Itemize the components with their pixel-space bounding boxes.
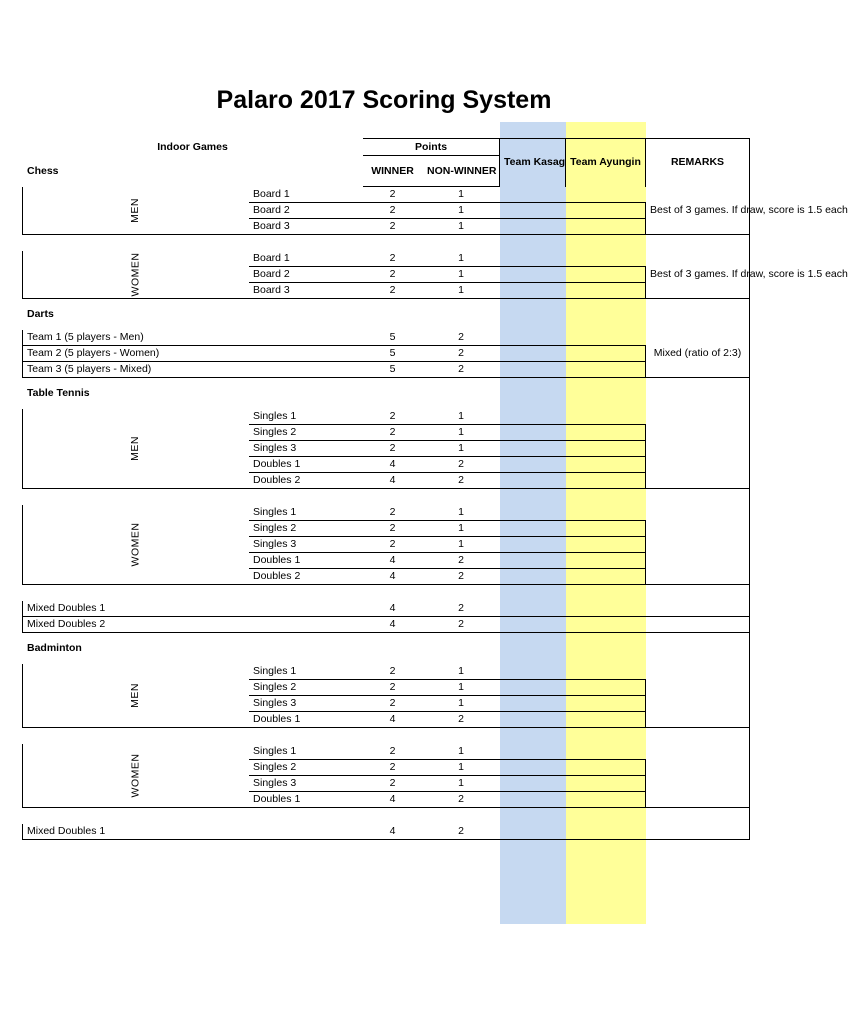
winner-points: 2: [363, 760, 423, 776]
event-name: Board 3: [249, 219, 363, 235]
remarks-cell: [646, 409, 750, 489]
winner-points: 4: [363, 712, 423, 728]
team-ayungin-score-cell[interactable]: [566, 346, 646, 362]
winner-points: 2: [363, 521, 423, 537]
team-ayungin-score-cell[interactable]: [566, 569, 646, 585]
non-winner-points: 1: [423, 760, 500, 776]
team-kasag-score-cell[interactable]: [500, 553, 566, 569]
event-name: Mixed Doubles 1: [23, 824, 363, 840]
points-header: Points: [363, 139, 500, 156]
event-name: Doubles 1: [249, 792, 363, 808]
non-winner-points: 2: [423, 601, 500, 617]
team-ayungin-score-cell[interactable]: [566, 601, 646, 617]
winner-points: 4: [363, 457, 423, 473]
non-winner-points: 1: [423, 696, 500, 712]
indoor-games-label: Indoor Games: [157, 140, 228, 153]
team-ayungin-score-cell[interactable]: [566, 712, 646, 728]
event-name: Singles 2: [249, 425, 363, 441]
winner-points: 2: [363, 203, 423, 219]
remarks-cell: [646, 617, 750, 633]
team-ayungin-score-cell[interactable]: [566, 283, 646, 299]
chess-women-label: WOMEN: [23, 251, 249, 299]
winner-points: 4: [363, 617, 423, 633]
team-ayungin-score-cell[interactable]: [566, 505, 646, 521]
spacer-row: [23, 585, 750, 601]
table-row: [23, 824, 750, 840]
team-kasag-score-cell[interactable]: [500, 187, 566, 203]
event-name: Board 3: [249, 283, 363, 299]
non-winner-header: NON-WINNER: [423, 156, 500, 187]
remarks-cell: [646, 601, 750, 617]
team-ayungin-score-cell[interactable]: [566, 664, 646, 680]
table-row: [23, 330, 750, 346]
winner-points: 2: [363, 283, 423, 299]
team-ayungin-score-cell[interactable]: [566, 744, 646, 760]
team-kasag-score-cell[interactable]: [500, 425, 566, 441]
winner-points: 2: [363, 425, 423, 441]
category-row: [23, 633, 750, 664]
table-row: [23, 744, 750, 760]
event-name: Singles 3: [249, 696, 363, 712]
team-ayungin-score-cell[interactable]: [566, 696, 646, 712]
event-name: Team 3 (5 players - Mixed): [23, 362, 363, 378]
team-ayungin-score-cell[interactable]: [566, 776, 646, 792]
team-kasag-score-cell[interactable]: [500, 219, 566, 235]
team-ayungin-score-cell[interactable]: [566, 824, 646, 840]
event-name: Mixed Doubles 1: [23, 601, 363, 617]
winner-points: 2: [363, 680, 423, 696]
winner-points: 5: [363, 346, 423, 362]
non-winner-points: 2: [423, 473, 500, 489]
winner-points: 4: [363, 473, 423, 489]
team-kasag-score-cell[interactable]: [500, 521, 566, 537]
table-row: [23, 187, 750, 203]
team-kasag-score-cell[interactable]: [500, 267, 566, 283]
non-winner-points: 1: [423, 251, 500, 267]
badminton-women-label: WOMEN: [23, 744, 249, 808]
event-name: Doubles 1: [249, 712, 363, 728]
non-winner-points: 1: [423, 219, 500, 235]
team-ayungin-score-cell[interactable]: [566, 203, 646, 219]
non-winner-points: 1: [423, 776, 500, 792]
non-winner-points: 2: [423, 553, 500, 569]
non-winner-points: 1: [423, 441, 500, 457]
event-name: Team 1 (5 players - Men): [23, 330, 363, 346]
team-ayungin-score-cell[interactable]: [566, 473, 646, 489]
winner-points: 2: [363, 409, 423, 425]
page-title: Palaro 2017 Scoring System: [216, 86, 552, 114]
winner-points: 2: [363, 251, 423, 267]
team-ayungin-score-cell[interactable]: [566, 521, 646, 537]
winner-points: 4: [363, 569, 423, 585]
team-kasag-score-cell[interactable]: [500, 457, 566, 473]
table-row: [23, 251, 750, 267]
team-ayungin-header: Team Ayungin: [566, 139, 646, 187]
event-name: Singles 1: [249, 409, 363, 425]
team-ayungin-score-cell[interactable]: [566, 409, 646, 425]
team-ayungin-score-cell[interactable]: [566, 617, 646, 633]
table-tennis-men-label: MEN: [23, 409, 249, 489]
team-kasag-score-cell[interactable]: [500, 792, 566, 808]
category-row: [23, 378, 750, 409]
team-kasag-score-cell[interactable]: [500, 441, 566, 457]
badminton-men-label: MEN: [23, 664, 249, 728]
non-winner-points: 2: [423, 792, 500, 808]
non-winner-points: 1: [423, 425, 500, 441]
team-kasag-score-cell[interactable]: [500, 696, 566, 712]
winner-header: WINNER: [363, 156, 423, 187]
event-name: Team 2 (5 players - Women): [23, 346, 363, 362]
team-kasag-score-cell[interactable]: [500, 473, 566, 489]
team-ayungin-score-cell[interactable]: [566, 760, 646, 776]
winner-points: 2: [363, 664, 423, 680]
event-name: Board 1: [249, 187, 363, 203]
team-kasag-score-cell[interactable]: [500, 601, 566, 617]
non-winner-points: 2: [423, 330, 500, 346]
chess-category-label: Chess: [27, 164, 59, 177]
winner-points: 2: [363, 505, 423, 521]
team-kasag-score-cell[interactable]: [500, 409, 566, 425]
team-kasag-score-cell[interactable]: [500, 569, 566, 585]
event-name: Singles 3: [249, 537, 363, 553]
team-kasag-score-cell[interactable]: [500, 664, 566, 680]
winner-points: 2: [363, 441, 423, 457]
winner-points: 2: [363, 219, 423, 235]
table-row: [23, 346, 750, 362]
chess-men-remark: Best of 3 games. If draw, score is 1.5 each: [646, 187, 750, 235]
winner-points: 4: [363, 601, 423, 617]
event-name: Doubles 1: [249, 457, 363, 473]
team-kasag-score-cell[interactable]: [500, 712, 566, 728]
darts-remark: Mixed (ratio of 2:3): [646, 330, 750, 378]
remarks-cell: [646, 505, 750, 585]
winner-points: 2: [363, 187, 423, 203]
non-winner-points: 1: [423, 537, 500, 553]
team-ayungin-score-cell[interactable]: [566, 330, 646, 346]
team-kasag-score-cell[interactable]: [500, 251, 566, 267]
team-kasag-score-cell[interactable]: [500, 283, 566, 299]
table-row: [23, 601, 750, 617]
event-name: Singles 1: [249, 744, 363, 760]
non-winner-points: 2: [423, 617, 500, 633]
team-ayungin-score-cell[interactable]: [566, 537, 646, 553]
table-tennis-women-label: WOMEN: [23, 505, 249, 585]
team-kasag-score-cell[interactable]: [500, 346, 566, 362]
event-name: Singles 1: [249, 505, 363, 521]
team-ayungin-score-cell[interactable]: [566, 680, 646, 696]
non-winner-points: 2: [423, 362, 500, 378]
team-kasag-score-cell[interactable]: [500, 776, 566, 792]
non-winner-points: 1: [423, 680, 500, 696]
team-kasag-score-cell[interactable]: [500, 744, 566, 760]
table-row: [23, 664, 750, 680]
event-name: Mixed Doubles 2: [23, 617, 363, 633]
non-winner-points: 2: [423, 824, 500, 840]
non-winner-points: 1: [423, 203, 500, 219]
team-kasag-score-cell[interactable]: [500, 362, 566, 378]
non-winner-points: 2: [423, 346, 500, 362]
category-row: [23, 299, 750, 330]
spacer-row: [23, 808, 750, 824]
spacer-row: [23, 728, 750, 744]
team-ayungin-score-cell[interactable]: [566, 362, 646, 378]
non-winner-points: 1: [423, 744, 500, 760]
badminton-category-label: Badminton: [27, 641, 82, 654]
winner-points: 5: [363, 362, 423, 378]
team-ayungin-score-cell[interactable]: [566, 267, 646, 283]
event-name: Board 2: [249, 203, 363, 219]
team-kasag-score-cell[interactable]: [500, 760, 566, 776]
remarks-cell: [646, 824, 750, 840]
event-name: Singles 3: [249, 776, 363, 792]
winner-points: 2: [363, 776, 423, 792]
team-ayungin-score-cell[interactable]: [566, 457, 646, 473]
non-winner-points: 1: [423, 664, 500, 680]
winner-points: 2: [363, 696, 423, 712]
non-winner-points: 1: [423, 521, 500, 537]
table-row: [23, 362, 750, 378]
non-winner-points: 1: [423, 283, 500, 299]
event-name: Doubles 2: [249, 569, 363, 585]
team-ayungin-score-cell[interactable]: [566, 187, 646, 203]
event-name: Singles 2: [249, 521, 363, 537]
non-winner-points: 1: [423, 187, 500, 203]
team-kasag-score-cell[interactable]: [500, 330, 566, 346]
winner-points: 4: [363, 553, 423, 569]
event-name: Doubles 1: [249, 553, 363, 569]
team-kasag-score-cell[interactable]: [500, 537, 566, 553]
chess-men-label: MEN: [23, 187, 249, 235]
team-kasag-score-cell[interactable]: [500, 617, 566, 633]
table-tennis-category-label: Table Tennis: [27, 386, 90, 399]
team-kasag-score-cell[interactable]: [500, 505, 566, 521]
winner-points: 4: [363, 792, 423, 808]
team-ayungin-score-cell[interactable]: [566, 251, 646, 267]
event-name: Singles 3: [249, 441, 363, 457]
winner-points: 2: [363, 267, 423, 283]
remarks-header: REMARKS: [646, 139, 750, 187]
spacer-row: [23, 235, 750, 251]
team-kasag-score-cell[interactable]: [500, 203, 566, 219]
table-row: [23, 505, 750, 521]
remarks-cell: [646, 664, 750, 728]
team-ayungin-score-cell[interactable]: [566, 425, 646, 441]
event-name: Board 1: [249, 251, 363, 267]
table-row: [23, 617, 750, 633]
scoring-table: [22, 138, 848, 840]
event-name: Singles 2: [249, 680, 363, 696]
header-row-1: [23, 139, 750, 156]
team-ayungin-score-cell[interactable]: [566, 441, 646, 457]
event-name: Singles 2: [249, 760, 363, 776]
darts-category-label: Darts: [27, 307, 54, 320]
non-winner-points: 1: [423, 409, 500, 425]
non-winner-points: 2: [423, 712, 500, 728]
non-winner-points: 1: [423, 505, 500, 521]
remarks-cell: [646, 744, 750, 808]
event-name: Singles 1: [249, 664, 363, 680]
winner-points: 2: [363, 744, 423, 760]
winner-points: 4: [363, 824, 423, 840]
chess-women-remark: Best of 3 games. If draw, score is 1.5 each: [646, 251, 750, 299]
team-ayungin-score-cell[interactable]: [566, 219, 646, 235]
non-winner-points: 2: [423, 457, 500, 473]
table-row: [23, 409, 750, 425]
team-ayungin-score-cell[interactable]: [566, 553, 646, 569]
team-ayungin-score-cell[interactable]: [566, 792, 646, 808]
event-name: Board 2: [249, 267, 363, 283]
winner-points: 5: [363, 330, 423, 346]
non-winner-points: 2: [423, 569, 500, 585]
non-winner-points: 1: [423, 267, 500, 283]
spacer-row: [23, 489, 750, 505]
winner-points: 2: [363, 537, 423, 553]
team-kasag-score-cell[interactable]: [500, 824, 566, 840]
team-kasag-header: Team Kasag: [500, 139, 566, 187]
team-kasag-score-cell[interactable]: [500, 680, 566, 696]
event-name: Doubles 2: [249, 473, 363, 489]
